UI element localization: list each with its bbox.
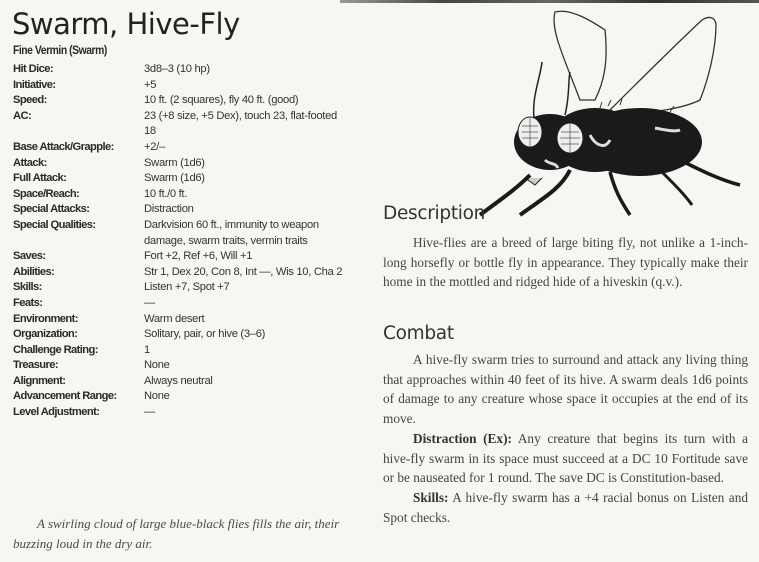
stat-row (13, 312, 358, 328)
stat-label: Alignment: (13, 374, 66, 387)
stat-row (13, 187, 358, 203)
stat-row (13, 140, 358, 156)
stat-value: — (144, 296, 155, 309)
stat-value: Swarm (1d6) (144, 156, 205, 169)
stat-value: Swarm (1d6) (144, 172, 205, 185)
stat-row (13, 343, 358, 359)
stat-value: Str 1, Dex 20, Con 8, Int —, Wis 10, Cha 2 (144, 265, 343, 278)
distraction-text: Any creature that begins its turn with a hive-fly swarm in its space must succeed at a DC 10 Fortitude save or be nauseated for 1 round. The save DC is Constitution-based. (383, 430, 748, 486)
description-heading: Description (383, 203, 486, 224)
stat-row (13, 296, 358, 312)
stat-row (13, 405, 358, 421)
stat-row (13, 93, 358, 109)
stat-row (13, 327, 358, 343)
stat-value: Warm desert (144, 312, 205, 325)
skills-text: A hive-fly swarm has a +4 racial bonus on Listen and Spot checks. (383, 489, 748, 525)
stat-value: 10 ft. (2 squares), fly 40 ft. (good) (144, 94, 299, 107)
combat-intro-paragraph: A hive-fly swarm tries to surround and attack any living thing that approaches within 40 feet of its hive. A swarm deals 1d6 points of damage to any creature whose space it occupies at the end of its move. (383, 352, 748, 427)
stat-value: +2/– (144, 140, 165, 153)
stat-label: Full Attack: (13, 172, 67, 185)
stat-value: Listen +7, Spot +7 (144, 281, 230, 294)
stat-value: — (144, 406, 155, 419)
stat-label: Hit Dice: (13, 63, 53, 75)
stat-row (13, 374, 358, 390)
stat-value: 10 ft./0 ft. (144, 187, 188, 200)
stat-value: Darkvision 60 ft., immunity to weapon damage, swarm traits, vermin traits (144, 218, 319, 247)
stat-row (13, 389, 358, 405)
description-body (383, 233, 748, 292)
stat-value: Fort +2, Ref +6, Will +1 (144, 250, 253, 263)
stat-value: Solitary, pair, or hive (3–6) (144, 328, 266, 341)
stat-label: Organization: (13, 328, 78, 341)
stat-label: Base Attack/Grapple: (13, 140, 114, 153)
stat-label: Speed: (13, 94, 47, 107)
stat-label: Initiative: (13, 78, 56, 91)
stat-value: 1 (144, 343, 150, 356)
stat-value: None (144, 359, 170, 372)
creature-type: Fine Vermin (Swarm) (13, 45, 107, 57)
stat-row (13, 218, 358, 249)
stat-value: 23 (+8 size, +5 Dex), touch 23, flat-footed 18 (144, 109, 337, 138)
stat-label: AC: (13, 109, 32, 122)
stat-value: Distraction (144, 203, 194, 216)
stat-label: Space/Reach: (13, 187, 80, 200)
stat-label: Feats: (13, 296, 43, 309)
stat-row (13, 249, 358, 265)
stat-row (13, 109, 358, 140)
page-title: Swarm, Hive-Fly (12, 7, 240, 41)
skills-paragraph (383, 488, 748, 527)
stat-row (13, 156, 358, 172)
flavor-text: A swirling cloud of large blue-black flies fills the air, their buzzing loud in the dry air. (13, 516, 340, 551)
distraction-label: Distraction (Ex): (413, 430, 512, 446)
stat-label: Challenge Rating: (13, 343, 98, 356)
stat-row (13, 358, 358, 374)
stat-label: Special Qualities: (13, 218, 96, 231)
stat-value: None (144, 390, 170, 403)
stat-label: Environment: (13, 312, 78, 325)
stat-value: +5 (144, 78, 157, 91)
stat-value: 3d8–3 (10 hp) (144, 63, 210, 75)
stat-block (13, 62, 358, 421)
skills-label: Skills: (413, 489, 449, 505)
distraction-paragraph (383, 429, 748, 488)
stat-label: Level Adjustment: (13, 406, 100, 419)
combat-heading: Combat (383, 323, 454, 344)
stat-row (13, 265, 358, 281)
stat-value: Always neutral (144, 374, 213, 387)
stat-label: Advancement Range: (13, 390, 117, 403)
hive-fly-illustration-icon (470, 0, 759, 230)
stat-row (13, 62, 358, 78)
stat-row (13, 280, 358, 296)
combat-body (383, 350, 748, 527)
stat-label: Skills: (13, 281, 42, 294)
stat-row (13, 171, 358, 187)
stat-label: Attack: (13, 156, 47, 169)
stat-row (13, 78, 358, 94)
description-paragraph: Hive-flies are a breed of large biting fly, not unlike a 1-inch-long horsefly or bottle fly in appearance. They typically make their home in the mottled and ridged hide of a hiveskin (q.v.). (383, 235, 748, 290)
stat-label: Saves: (13, 250, 46, 263)
stat-label: Special Attacks: (13, 203, 90, 216)
stat-label: Abilities: (13, 265, 55, 278)
stat-row (13, 202, 358, 218)
stat-label: Treasure: (13, 359, 58, 372)
